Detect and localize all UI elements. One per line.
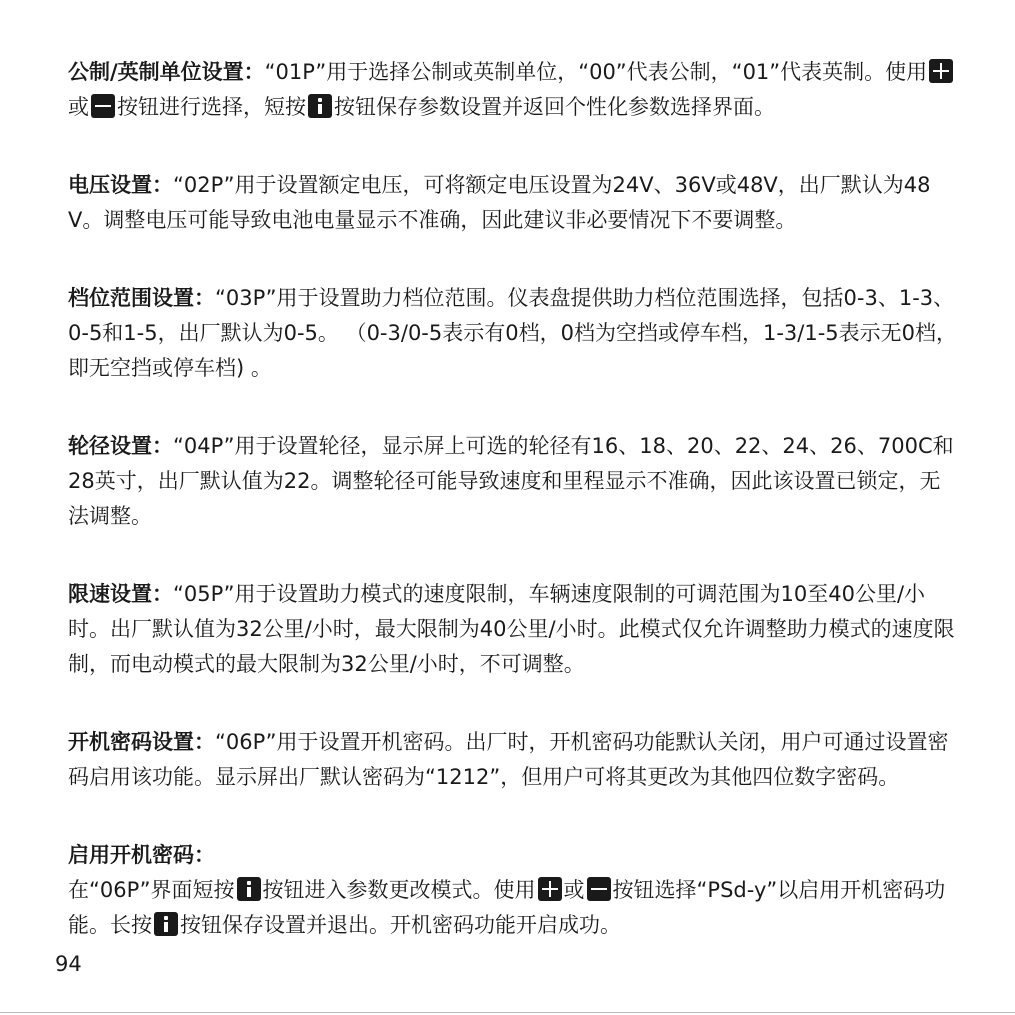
paragraph: [68, 168, 958, 238]
section-power-on-password-setting: [68, 725, 958, 795]
footer-divider: [0, 1012, 1015, 1013]
page-number: 94: [55, 952, 82, 976]
manual-page-content: [68, 55, 958, 986]
section-title: 档位范围设置：: [68, 286, 215, 310]
paragraph: [68, 429, 958, 534]
minus-button-icon: [91, 94, 115, 118]
section-title: 电压设置：: [68, 173, 173, 197]
paragraph-text: 按钮进入参数更改模式。使用: [262, 878, 536, 902]
paragraph: [68, 838, 958, 943]
section-title: 启用开机密码：: [68, 843, 215, 867]
section-unit-setting: [68, 55, 958, 125]
section-enable-power-on-password: [68, 838, 958, 943]
paragraph-text: 按钮保存参数设置并返回个性化参数选择界面。: [334, 95, 775, 119]
info-button-icon: [237, 877, 261, 901]
paragraph-text: “04P”用于设置轮径，显示屏上可选的轮径有16、18、20、22、24、26、700C和28英寸，出厂默认值为22。调整轮径可能导致速度和里程显示不准确，因此该设置已锁定，无法调整。: [68, 434, 954, 528]
section-title: 开机密码设置：: [68, 730, 215, 754]
minus-button-icon: [587, 877, 611, 901]
paragraph: [68, 281, 958, 386]
section-voltage-setting: [68, 168, 958, 238]
section-gear-range-setting: [68, 281, 958, 386]
paragraph-text: 按钮进行选择，短按: [117, 95, 306, 119]
paragraph: [68, 725, 958, 795]
section-title: 公制/英制单位设置：: [68, 60, 265, 84]
section-title: 限速设置：: [68, 582, 173, 606]
plus-button-icon: [929, 59, 953, 83]
section-title: 轮径设置：: [68, 434, 173, 458]
paragraph-text: 按钮选择“PSd-y”以启用开机密码功能。长按: [68, 878, 946, 937]
paragraph-text: “03P”用于设置助力档位范围。仪表盘提供助力档位范围选择，包括0-3、1-3、0-5和1-5，出厂默认为0-5。 （0-3/0-5表示有0档，0档为空挡或停车档，1-3/1-5表示无0档，即无空挡或停车档) 。: [68, 286, 958, 380]
paragraph: [68, 55, 958, 125]
paragraph-text: 或: [68, 95, 89, 119]
section-wheel-size-setting: [68, 429, 958, 534]
info-button-icon: [308, 94, 332, 118]
paragraph-text: 按钮保存设置并退出。开机密码功能开启成功。: [180, 913, 621, 937]
section-speed-limit-setting: [68, 577, 958, 682]
paragraph: [68, 577, 958, 682]
paragraph-text: 或: [563, 878, 585, 902]
paragraph-text: “01P”用于选择公制或英制单位，“00”代表公制，“01”代表英制。使用: [264, 60, 928, 84]
paragraph-text: “06P”用于设置开机密码。出厂时，开机密码功能默认关闭，用户可通过设置密码启用该功能。显示屏出厂默认密码为“1212”，但用户可将其更改为其他四位数字密码。: [68, 730, 949, 789]
paragraph-text: “05P”用于设置助力模式的速度限制，车辆速度限制的可调范围为10至40公里/小时。出厂默认值为32公里/小时，最大限制为40公里/小时。此模式仅允许调整助力模式的速度限制，而电动模式的最大限制为32公里/小时，不可调整。: [68, 582, 955, 676]
plus-button-icon: [538, 877, 562, 901]
info-button-icon: [154, 912, 178, 936]
paragraph-text: 在“06P”界面短按: [68, 878, 235, 902]
paragraph-text: “02P”用于设置额定电压，可将额定电压设置为24V、36V或48V，出厂默认为48V。调整电压可能导致电池电量显示不准确，因此建议非必要情况下不要调整。: [68, 173, 931, 232]
